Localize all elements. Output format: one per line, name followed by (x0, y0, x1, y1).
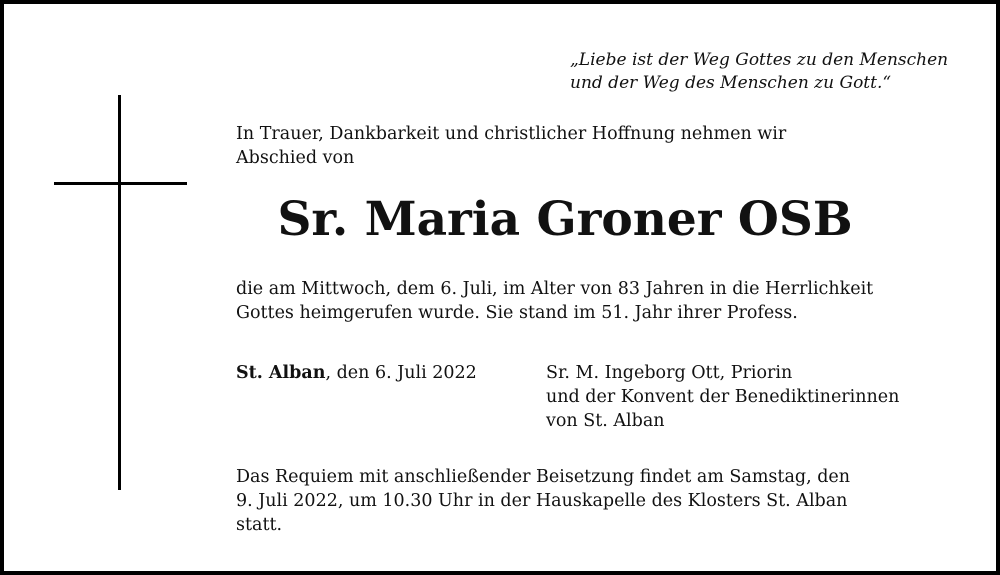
death-notice (236, 277, 873, 325)
death-line-2: Gottes heimgerufen wurde. Sie stand im 51. Jahr ihrer Profess. (236, 303, 798, 323)
cross-vertical-bar (118, 95, 121, 490)
intro-line-1: In Trauer, Dankbarkeit und christlicher Hoffnung nehmen wir (236, 124, 787, 144)
requiem-line-1: Das Requiem mit anschließender Beisetzung findet am Samstag, den (236, 467, 851, 487)
intro-line-2: Abschied von (236, 148, 355, 168)
requiem-line-2: 9. Juli 2022, um 10.30 Uhr in der Hauskapelle des Klosters St. Alban (236, 491, 848, 511)
signer-line-3: von St. Alban (546, 411, 665, 431)
death-line-1: die am Mittwoch, dem 6. Juli, im Alter von 83 Jahren in die Herrlichkeit (236, 279, 874, 299)
cross-horizontal-bar (54, 182, 187, 185)
signer-line-1: Sr. M. Ingeborg Ott, Priorin (546, 363, 793, 383)
motto-line-2: und der Weg des Menschen zu Gott.“ (570, 73, 892, 93)
place-name: St. Alban (236, 363, 326, 383)
requiem-line-3: statt. (236, 515, 283, 535)
intro-text (236, 122, 786, 170)
deceased-name: Sr. Maria Groner OSB (277, 192, 853, 247)
motto-quote (570, 49, 980, 95)
signer-line-2: und der Konvent der Benediktinerinnen (546, 387, 900, 407)
signers (546, 361, 899, 433)
motto-line-1: „Liebe ist der Weg Gottes zu den Menschen (570, 50, 949, 70)
date-text: , den 6. Juli 2022 (325, 363, 477, 383)
place-date (236, 361, 477, 385)
requiem-notice (236, 465, 850, 537)
